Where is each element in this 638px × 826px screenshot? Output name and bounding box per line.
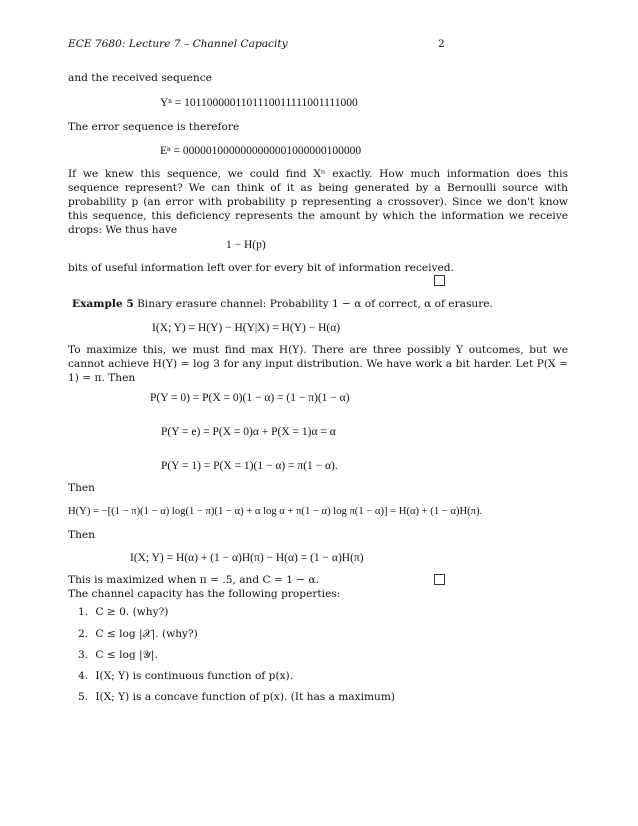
list-item-number: 4.: [78, 670, 89, 682]
paragraph-maximized: This is maximized when π = .5, and C = 1 − α.: [68, 574, 320, 586]
example-text: Binary erasure channel: Probability 1 − α of correct, α of erasure.: [137, 298, 493, 310]
list-item-number: 3.: [78, 649, 89, 661]
list-item-text: C ≥ 0. (why?): [95, 606, 169, 618]
equation-pye: P(Y = e) = P(X = 0)α + P(X = 1)α = α: [161, 426, 336, 438]
text-then-1: Then: [68, 482, 95, 494]
running-header-title: ECE 7680: Lecture 7 – Channel Capacity: [68, 38, 288, 50]
text-then-2: Then: [68, 529, 95, 541]
paragraph-received-sequence: and the received sequence: [68, 72, 212, 84]
paragraph-bernoulli: If we knew this sequence, we could find Xⁿ exactly. How much information does this sequence represent? We can think of it as being generated by a Bernoulli source with probability p (an error with probability p representing a crossover). Since we don't know this sequence, this deficiency represents the amount by which the information we receive drops: We thus have: [68, 168, 568, 236]
list-item-text: I(X; Y) is a concave function of p(x). (It has a maximum): [95, 691, 396, 703]
list-item-text: C ≤ log |𝒳|. (why?): [95, 628, 198, 640]
list-item-number: 5.: [78, 691, 89, 703]
list-item: [78, 669, 293, 683]
list-item: [78, 627, 198, 641]
list-item-text: C ≤ log |𝒴|.: [95, 649, 158, 661]
paragraph-maximize: To maximize this, we must find max H(Y). There are three possibly Y outcomes, but we cannot achieve H(Y) = log 3 for any input distribution. We have work a bit harder. Let P(X = 1) = π. Then: [68, 344, 568, 384]
equation-yn: Yⁿ = 1011000001101110011111001111000: [160, 97, 358, 109]
paragraph-properties-intro: The channel capacity has the following properties:: [68, 588, 341, 600]
page-number: 2: [438, 38, 445, 50]
equation-hy: H(Y) = −[(1 − π)(1 − α) log(1 − π)(1 − α) + α log α + π(1 − α) log π(1 − α)] = H(α) + (1 − α)H(π).: [68, 506, 483, 517]
qed-symbol-2: [434, 574, 445, 585]
list-item-number: 2.: [78, 628, 89, 640]
example-label: Example 5: [72, 298, 134, 310]
equation-one-minus-hp: 1 − H(p): [226, 239, 266, 251]
equation-py1: P(Y = 1) = P(X = 1)(1 − α) = π(1 − α).: [161, 460, 338, 472]
list-item-number: 1.: [78, 606, 89, 618]
qed-symbol: [434, 275, 445, 286]
list-item: [78, 690, 395, 704]
equation-ixy-final: I(X; Y) = H(α) + (1 − α)H(π) − H(α) = (1 − α)H(π): [130, 552, 364, 564]
equation-en: Eⁿ = 0000010000000000001000000100000: [160, 145, 362, 157]
list-item-text: I(X; Y) is continuous function of p(x).: [95, 670, 294, 682]
paragraph-error-sequence: The error sequence is therefore: [68, 121, 240, 133]
list-item: [78, 605, 168, 619]
list-item: [78, 648, 158, 662]
equation-ixy: I(X; Y) = H(Y) − H(Y|X) = H(Y) − H(α): [152, 322, 341, 334]
example-5: [72, 297, 572, 311]
paragraph-bits-left: bits of useful information left over for every bit of information received.: [68, 262, 454, 274]
equation-py0: P(Y = 0) = P(X = 0)(1 − α) = (1 − π)(1 − α): [150, 392, 350, 404]
